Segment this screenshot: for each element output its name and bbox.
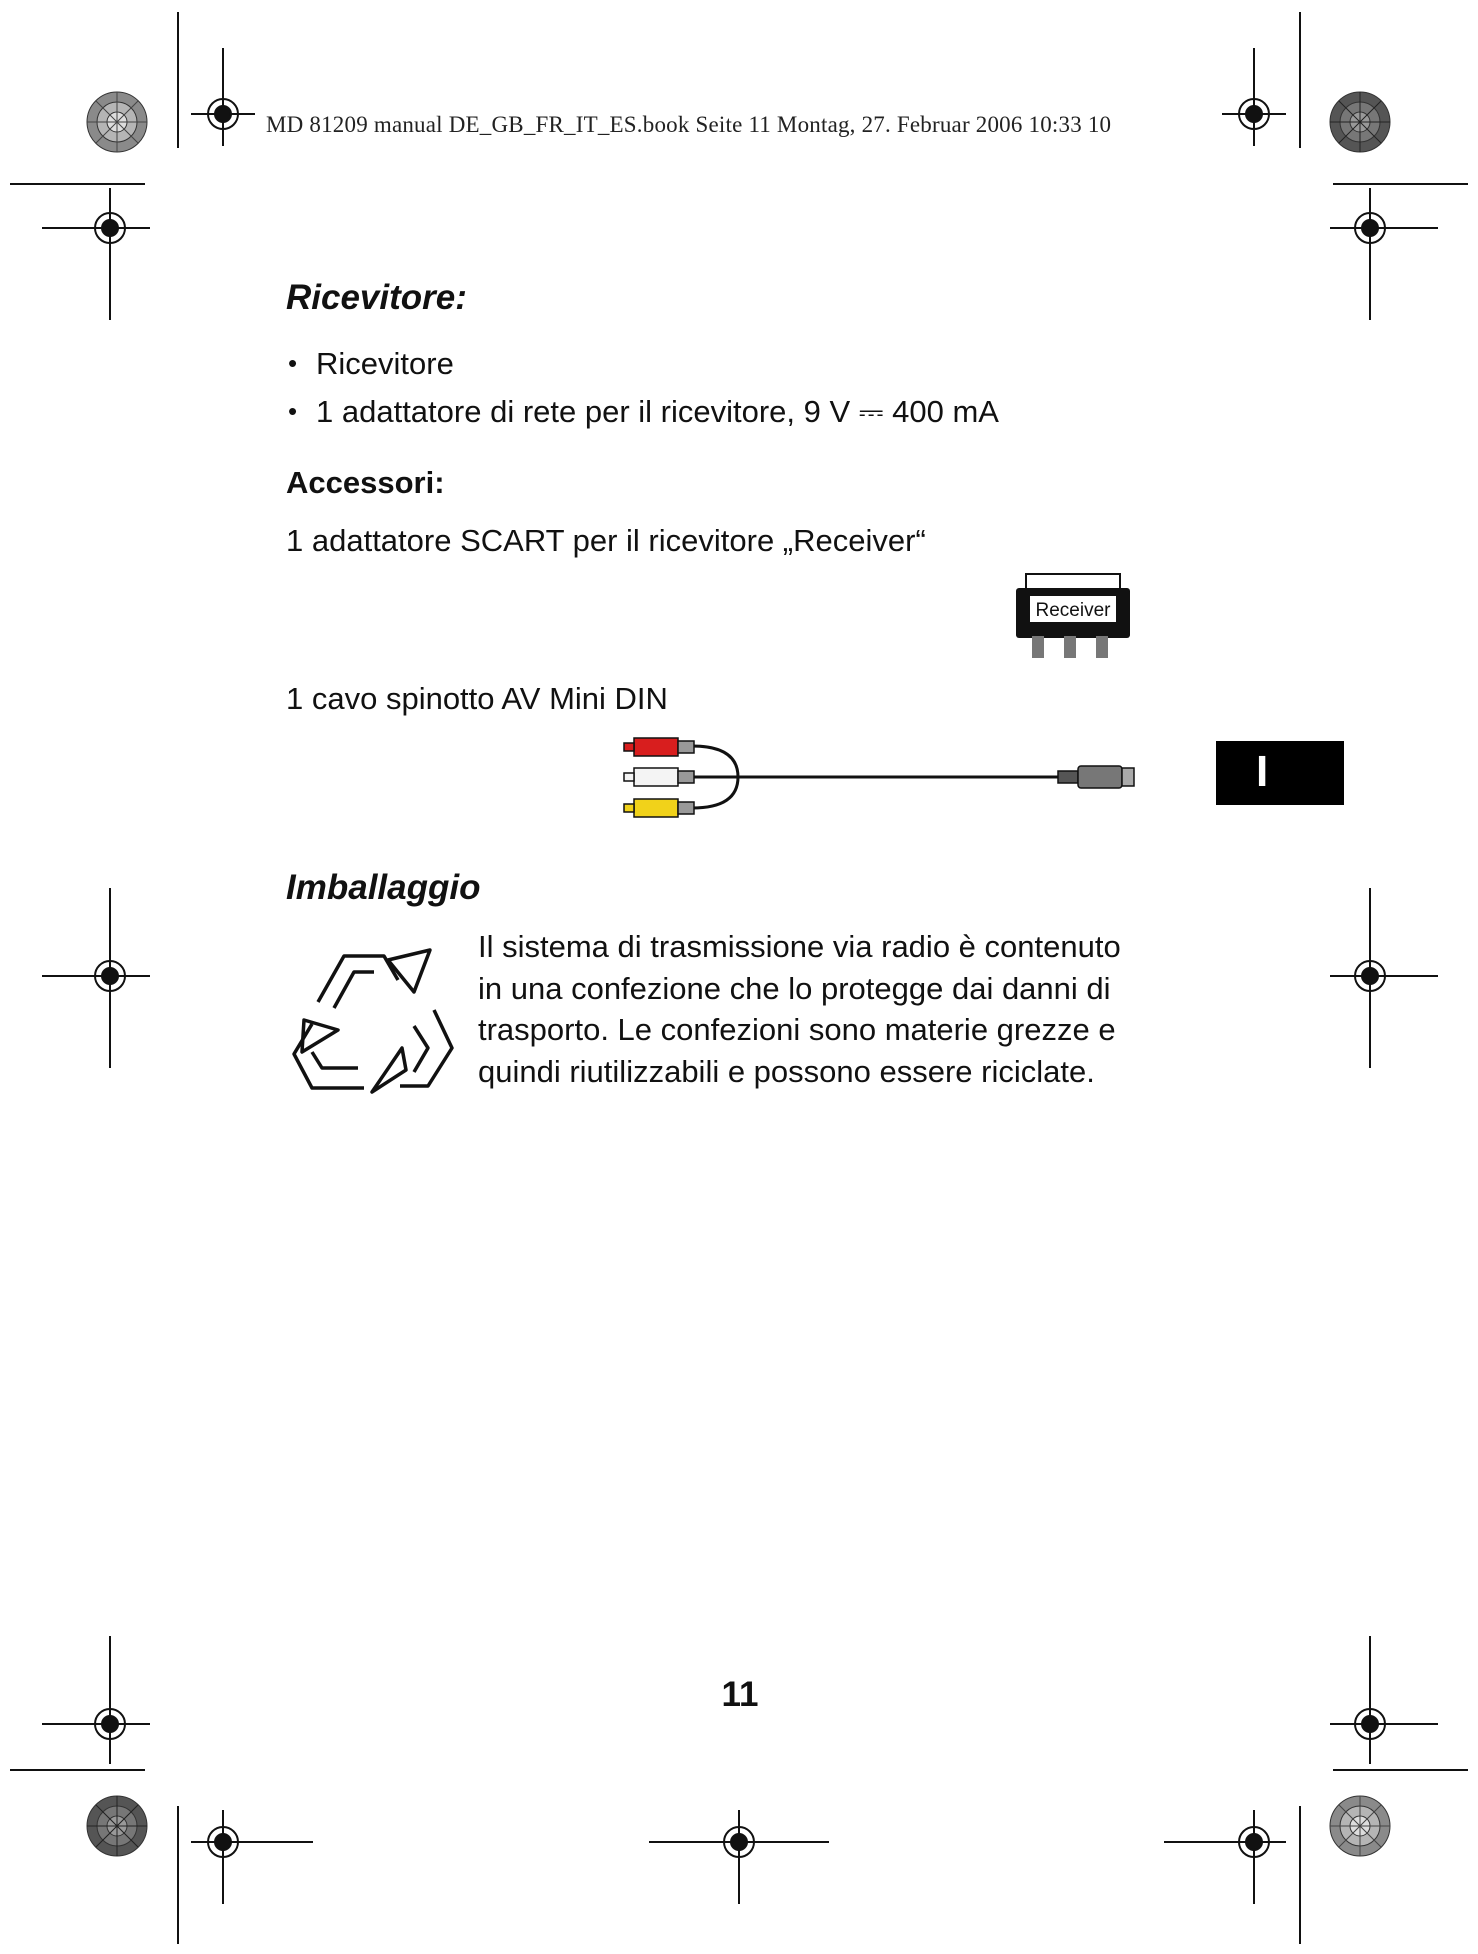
packaging-paragraph xyxy=(478,926,1218,1092)
packaging-line: Il sistema di trasmissione via radio è contenuto xyxy=(478,929,1121,964)
receiver-list-item xyxy=(288,346,454,382)
av-cable-text: 1 cavo spinotto AV Mini DIN xyxy=(286,681,668,716)
recycle-icon xyxy=(288,940,458,1102)
print-header-line: MD 81209 manual DE_GB_FR_IT_ES.book Seite 11 Montag, 27. Februar 2006 10:33 10 xyxy=(266,112,1112,137)
scart-adapter-image xyxy=(1014,572,1132,664)
receiver-list-item xyxy=(288,394,999,431)
scart-adapter-badge: Receiver xyxy=(1035,600,1111,621)
packaging-line: trasporto. Le confezioni sono materie grezze e xyxy=(478,1012,1116,1047)
packaging-section-title: Imballaggio xyxy=(286,868,481,907)
scart-adapter-text: 1 adattatore SCART per il ricevitore „Receiver“ xyxy=(286,523,926,558)
bullet-icon: • xyxy=(288,348,298,378)
av-cable-image xyxy=(620,728,1140,826)
language-tab: I xyxy=(1216,741,1344,805)
bullet-icon: • xyxy=(288,396,298,426)
page-number: 11 xyxy=(721,1675,759,1714)
packaging-line: in una confezione che lo protegge dai danni di xyxy=(478,970,1111,1006)
receiver-item-text: Ricevitore xyxy=(316,346,454,381)
receiver-item-text: 1 adattatore di rete per il ricevitore, 9 V ⎓ 400 mA xyxy=(316,394,999,429)
receiver-section-title: Ricevitore: xyxy=(286,278,467,317)
accessories-label: Accessori: xyxy=(286,465,445,500)
packaging-line: quindi riutilizzabili e possono essere riciclate. xyxy=(478,1053,1095,1089)
